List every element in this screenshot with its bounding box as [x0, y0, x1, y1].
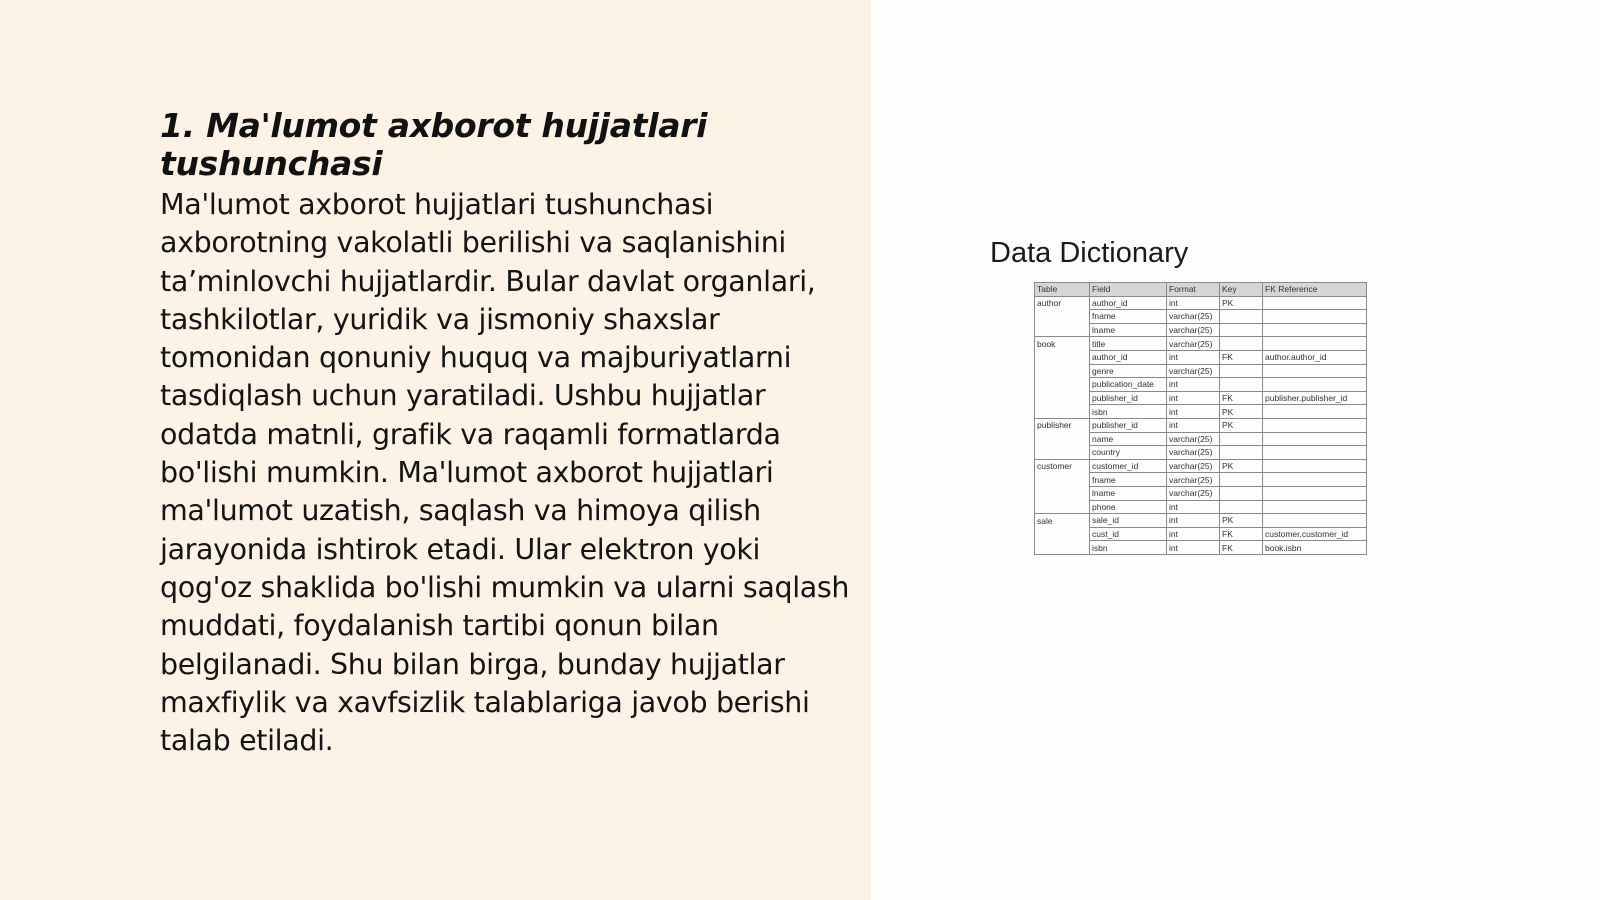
table-cell: genre [1090, 364, 1167, 378]
table-cell [1035, 323, 1090, 337]
table-cell: int [1167, 527, 1220, 541]
table-row [1035, 473, 1367, 487]
table-cell [1263, 473, 1367, 487]
table-cell: cust_id [1090, 527, 1167, 541]
table-cell: varchar(25) [1167, 446, 1220, 460]
table-cell [1220, 486, 1263, 500]
table-cell: int [1167, 541, 1220, 555]
table-cell [1220, 432, 1263, 446]
table-row [1035, 432, 1367, 446]
table-cell: customer [1035, 459, 1090, 473]
table-cell: publication_date [1090, 378, 1167, 392]
table-row [1035, 446, 1367, 460]
table-cell [1035, 446, 1090, 460]
table-cell [1035, 310, 1090, 324]
table-cell [1263, 486, 1367, 500]
table-row [1035, 391, 1367, 405]
table-body [1035, 296, 1367, 554]
table-cell: isbn [1090, 541, 1167, 555]
table-cell: int [1167, 391, 1220, 405]
table-row [1035, 514, 1367, 528]
table-cell: FK [1220, 350, 1263, 364]
table-cell [1220, 378, 1263, 392]
slide-body-text: Ma'lumot axborot hujjatlari tushunchasi axborotning vakolatli berilishi va saqlanishini ta’minlovchi hujjatlardir. Bular davlat organlari, tashkilotlar, yuridik va jismoniy shaxslar tomonidan qonuniy huquq va majburiyatlarni tasdiqlash uchun yaratiladi. Ushbu hujjatlar odatda matnli, grafik va raqamli formatlarda bo'lishi mumkin. Ma'lumot axborot hujjatlari ma'lumot uzatish, saqlash va himoya qilish jarayonida ishtirok etadi. Ular elektron yoki qog'oz shaklida bo'lishi mumkin va ularni saqlash muddati, foydalanish tartibi qonun bilan belgilanadi. Shu bilan birga, bunday hujjatlar maxfiylik va xavfsizlik talablariga javob berishi talab etiladi. [160, 188, 850, 758]
table-cell [1263, 337, 1367, 351]
table-row [1035, 378, 1367, 392]
table-cell: country [1090, 446, 1167, 460]
table-cell: book.isbn [1263, 541, 1367, 555]
table-row [1035, 486, 1367, 500]
table-cell: PK [1220, 418, 1263, 432]
table-cell: sale_id [1090, 514, 1167, 528]
table-cell [1263, 310, 1367, 324]
table-cell: FK [1220, 541, 1263, 555]
table-cell: int [1167, 514, 1220, 528]
table-cell: int [1167, 500, 1220, 514]
column-header: Format [1167, 283, 1220, 297]
table-row [1035, 527, 1367, 541]
table-cell: publisher_id [1090, 391, 1167, 405]
table-cell [1220, 446, 1263, 460]
table-cell: varchar(25) [1167, 337, 1220, 351]
table-cell [1263, 323, 1367, 337]
table-cell: varchar(25) [1167, 323, 1220, 337]
table-cell [1035, 527, 1090, 541]
table-cell: varchar(25) [1167, 459, 1220, 473]
table-row [1035, 405, 1367, 419]
table-cell: PK [1220, 296, 1263, 310]
table-row [1035, 364, 1367, 378]
column-header: Key [1220, 283, 1263, 297]
table-cell: PK [1220, 405, 1263, 419]
table-cell: varchar(25) [1167, 432, 1220, 446]
table-cell: publisher_id [1090, 418, 1167, 432]
table-cell [1035, 405, 1090, 419]
table-cell: varchar(25) [1167, 310, 1220, 324]
table-cell: publisher.publisher_id [1263, 391, 1367, 405]
column-header: FK Reference [1263, 283, 1367, 297]
table-cell: isbn [1090, 405, 1167, 419]
table-row [1035, 500, 1367, 514]
table-cell [1035, 378, 1090, 392]
column-header: Field [1090, 283, 1167, 297]
table-cell: customer.customer_id [1263, 527, 1367, 541]
table-cell [1220, 323, 1263, 337]
table-cell [1263, 418, 1367, 432]
table-cell: author.author_id [1263, 350, 1367, 364]
table-cell: int [1167, 405, 1220, 419]
table-cell: fname [1090, 473, 1167, 487]
table-cell [1263, 405, 1367, 419]
table-cell [1263, 378, 1367, 392]
table-cell [1263, 446, 1367, 460]
table-cell [1035, 486, 1090, 500]
table-cell: FK [1220, 391, 1263, 405]
table-cell: phone [1090, 500, 1167, 514]
table-cell: varchar(25) [1167, 486, 1220, 500]
table-cell: book [1035, 337, 1090, 351]
slide-title: 1. Ma'lumot axborot hujjatlari tushunchasi [160, 106, 708, 183]
table-cell: int [1167, 296, 1220, 310]
table-cell: customer_id [1090, 459, 1167, 473]
table-header-row [1035, 283, 1367, 297]
table-row [1035, 337, 1367, 351]
table-cell [1220, 337, 1263, 351]
table-cell: publisher [1035, 418, 1090, 432]
table-cell: int [1167, 350, 1220, 364]
table-cell [1263, 296, 1367, 310]
table-cell [1263, 500, 1367, 514]
table-cell: title [1090, 337, 1167, 351]
table-cell [1035, 432, 1090, 446]
table-cell [1263, 432, 1367, 446]
table-cell [1263, 459, 1367, 473]
table-cell: int [1167, 378, 1220, 392]
table-cell: sale [1035, 514, 1090, 528]
table-cell: varchar(25) [1167, 364, 1220, 378]
table-cell: lname [1090, 323, 1167, 337]
table-cell [1035, 500, 1090, 514]
table-row [1035, 350, 1367, 364]
table-row [1035, 323, 1367, 337]
table-cell: author_id [1090, 296, 1167, 310]
table-cell [1035, 473, 1090, 487]
data-dictionary-table [1034, 282, 1367, 555]
table-cell: lname [1090, 486, 1167, 500]
table-cell: varchar(25) [1167, 473, 1220, 487]
table-cell: author [1035, 296, 1090, 310]
table-row [1035, 541, 1367, 555]
table-cell [1263, 364, 1367, 378]
table-cell [1220, 364, 1263, 378]
table-cell: FK [1220, 527, 1263, 541]
table-header [1035, 283, 1367, 297]
table-cell [1035, 541, 1090, 555]
table-row [1035, 418, 1367, 432]
table-cell [1035, 391, 1090, 405]
table-cell [1035, 350, 1090, 364]
table-cell: name [1090, 432, 1167, 446]
column-header: Table [1035, 283, 1090, 297]
table-cell: PK [1220, 514, 1263, 528]
table-cell: int [1167, 418, 1220, 432]
table-cell [1263, 514, 1367, 528]
table-cell: fname [1090, 310, 1167, 324]
data-dictionary-title: Data Dictionary [990, 237, 1189, 269]
table-cell [1220, 310, 1263, 324]
table-row [1035, 459, 1367, 473]
table-cell [1220, 473, 1263, 487]
table-row [1035, 296, 1367, 310]
table-cell: PK [1220, 459, 1263, 473]
table-cell [1220, 500, 1263, 514]
table-cell [1035, 364, 1090, 378]
table-cell: author_id [1090, 350, 1167, 364]
table-row [1035, 310, 1367, 324]
